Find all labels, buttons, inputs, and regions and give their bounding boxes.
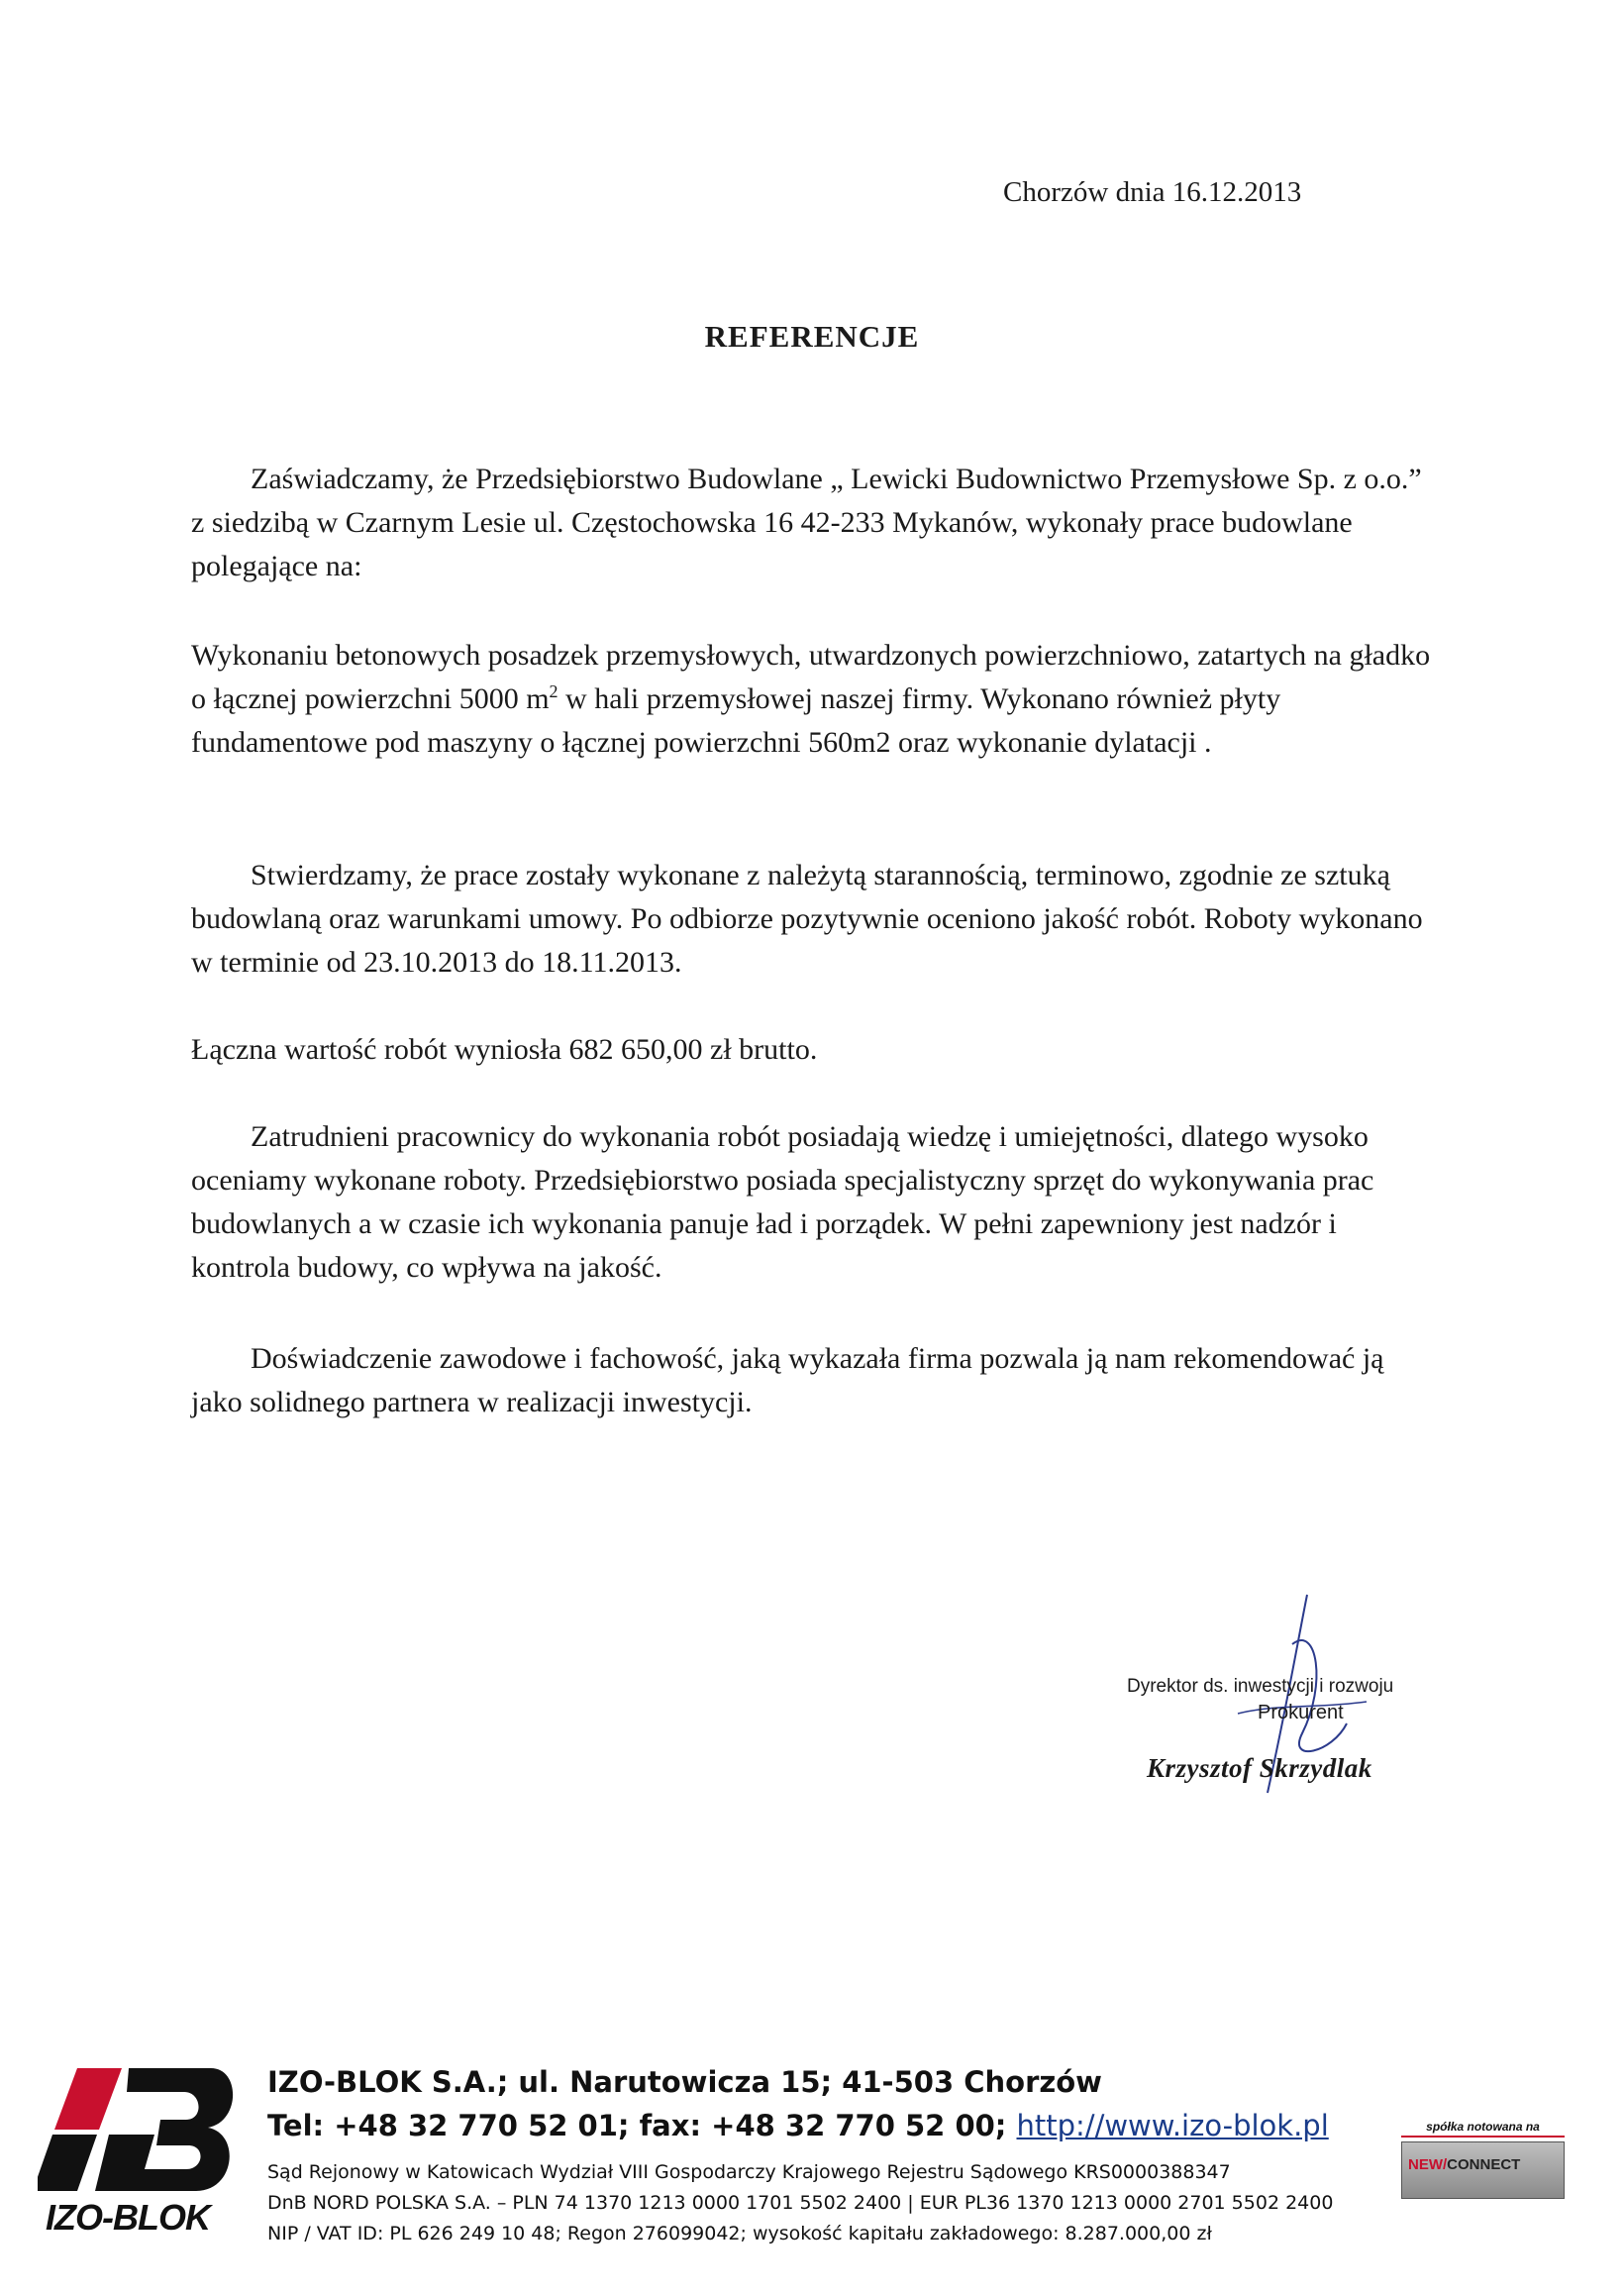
signatory-title: Dyrektor ds. inwestycji i rozwoju: [1127, 1676, 1394, 1697]
scope-superscript: 2: [549, 681, 558, 701]
signatory-name: Krzysztof Skrzydlak: [1147, 1753, 1372, 1783]
footer-website-link[interactable]: http://www.izo-blok.pl: [1016, 2109, 1329, 2142]
paragraph-staff: Zatrudnieni pracownicy do wykonania robót posiadają wiedzę i umiejętności, dlatego wysoko oceniamy wykonane roboty. Przedsiębiorstwo posiada specjalistyczny sprzęt do wykonywania prac budowlanych a w czasie ich wykonania panuje ład i porządek. W pełni zapewniony jest nadzór i kontrola budowy, co wpływa na jakość.: [191, 1120, 1374, 1284]
footer-tax-ids: NIP / VAT ID: PL 626 249 10 48; Regon 276099042; wysokość kapitału zakładowego: 8.287.000,00 zł: [267, 2223, 1212, 2244]
paragraph-intro: Zaświadczamy, że Przedsiębiorstwo Budowlane „ Lewicki Budownictwo Przemysłowe Sp. z o.o.” z siedzibą w Czarnym Lesie ul. Częstochowska 16 42-233 Mykanów, wykonały prace budowlane polegające na:: [191, 463, 1422, 582]
footer-bank-accounts: DnB NORD POLSKA S.A. – PLN 74 1370 1213 0000 1701 5502 2400 | EUR PL36 1370 1213 0000 2701 5502 2400: [267, 2192, 1334, 2214]
paragraph-value: Łączna wartość robót wyniosła 682 650,00 zł brutto.: [191, 1033, 818, 1066]
paragraph-scope: [191, 634, 1434, 765]
document-date: Chorzów dnia 16.12.2013: [1003, 176, 1302, 208]
footer-contact: [267, 2104, 1333, 2147]
scope-text-b: w hali przemysłowej naszej firmy. Wykonano również płyty fundamentowe pod maszyny o łącznej powierzchni 560m2 oraz wykonanie dylatacji .: [191, 682, 1281, 759]
signatory-role: Prokurent: [1258, 1702, 1344, 1723]
company-footer: [267, 2060, 1333, 2249]
company-logo: [38, 2060, 236, 2239]
logo-mark: [38, 2060, 236, 2199]
stock-market-badge: [1401, 2120, 1565, 2199]
footer-phone-fax: Tel: +48 32 770 52 01; fax: +48 32 770 52 00;: [267, 2109, 1017, 2142]
badge-newconnect: [1401, 2141, 1565, 2199]
paragraph-quality: Stwierdzamy, że prace zostały wykonane z należytą starannością, terminowo, zgodnie ze sztuką budowlaną oraz warunkami umowy. Po odbiorze pozytywnie oceniono jakość robót. Roboty wykonano w terminie od 23.10.2013 do 18.11.2013.: [191, 859, 1423, 979]
badge-connect-label: CONNECT: [1447, 2156, 1521, 2173]
footer-court-registry: Sąd Rejonowy w Katowicach Wydział VIII Gospodarczy Krajowego Rejestru Sądowego KRS0000388347: [267, 2161, 1231, 2183]
signature-block: [1119, 1585, 1535, 1803]
scope-text-a: Wykonaniu betonowych posadzek przemysłowych, utwardzonych powierzchniowo, zatartych na gładko o łącznej powierzchni 5000 m: [191, 639, 1431, 715]
badge-caption: spółka notowana na: [1401, 2120, 1565, 2138]
document-title: REFERENCJE: [704, 319, 920, 354]
logo-wordmark: IZO-BLOK: [46, 2197, 210, 2238]
paragraph-recommendation: Doświadczenie zawodowe i fachowość, jaką wykazała firma pozwala ją nam rekomendować ją jako solidnego partnera w realizacji inwestycji.: [191, 1342, 1384, 1418]
badge-new-label: NEW/: [1408, 2156, 1448, 2173]
footer-company-address: IZO-BLOK S.A.; ul. Narutowicza 15; 41-503 Chorzów: [267, 2065, 1102, 2099]
